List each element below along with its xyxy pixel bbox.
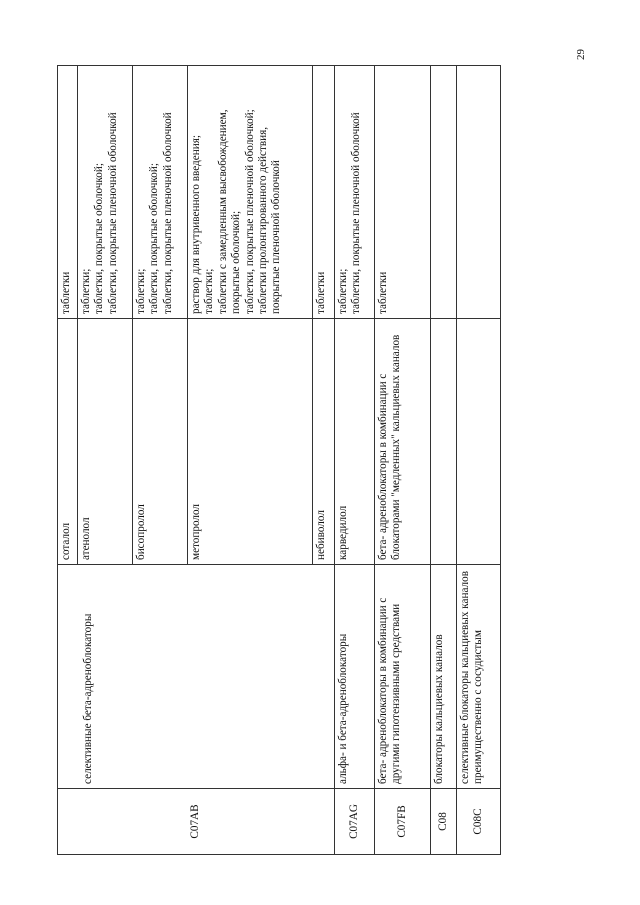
- dosage-form-line: таблетки пролонгированного действия,: [257, 126, 270, 314]
- dosage-form-line: таблетки;: [135, 268, 147, 314]
- dosage-form-line: таблетки: [315, 271, 327, 314]
- atc-code: C07AG: [335, 789, 375, 855]
- drug-name: атенолол: [78, 319, 133, 565]
- dosage-form-line: таблетки с замедленным высвобождением,: [216, 109, 229, 314]
- page-number: 29: [575, 49, 587, 60]
- atc-code: C07AB: [189, 804, 202, 839]
- dosage-form-line: таблетки, покрытые пленочной оболочкой: [161, 112, 174, 314]
- dosage-form-line: таблетки, покрытые оболочкой;: [148, 163, 161, 314]
- dosage-form-line: таблетки, покрытые оболочкой;: [93, 163, 106, 314]
- group-name: селективные блокаторы кальциевых каналов преимущественно с сосудистым: [457, 565, 501, 789]
- group-name: селективные бета-адреноблокаторы: [82, 613, 94, 784]
- dosage-form-line: таблетки, покрытые пленочной оболочкой: [106, 112, 119, 314]
- table-row: [335, 66, 375, 855]
- drug-name: метопролол: [188, 319, 313, 565]
- group-name: альфа- и бета-адреноблокаторы: [335, 565, 375, 789]
- dosage-form-line: таблетки;: [203, 268, 216, 314]
- table-row: [431, 66, 457, 855]
- drug-name: бисопролол: [133, 319, 188, 565]
- dosage-forms: [375, 66, 431, 319]
- dosage-forms: [313, 66, 335, 319]
- dosage-form-line: покрытые пленочной оболочкой: [270, 160, 283, 314]
- group-cell: [58, 565, 335, 789]
- atc-code: C08C: [457, 789, 501, 855]
- table-row: [58, 66, 78, 855]
- dosage-forms: [133, 66, 188, 319]
- dosage-form-line: покрытые оболочкой;: [230, 210, 243, 314]
- drug-name: бета- адреноблокаторы в комбинации с блокаторами "медленных" кальциевых каналов: [375, 319, 431, 565]
- dosage-form-line: таблетки, покрытые пленочной оболочкой;: [243, 109, 256, 314]
- drug-name: [457, 319, 501, 565]
- dosage-forms: [188, 66, 313, 319]
- group-name: блокаторы кальциевых каналов: [431, 565, 457, 789]
- table-row: [375, 66, 431, 855]
- drug-name: небиволол: [313, 319, 335, 565]
- group-name: бета- адреноблокаторы в комбинации с другими гипотензивными средствами: [375, 565, 431, 789]
- dosage-form-line: таблетки;: [337, 268, 349, 314]
- dosage-form-line: таблетки, покрытые пленочной оболочкой: [350, 112, 363, 314]
- drug-name: [431, 319, 457, 565]
- dosage-forms: [78, 66, 133, 319]
- dosage-form-line: таблетки: [377, 271, 389, 314]
- atc-code: C08: [431, 789, 457, 855]
- drug-list-table: [57, 65, 501, 855]
- atc-code: C07FB: [375, 789, 431, 855]
- dosage-forms: [431, 66, 457, 319]
- drug-name: карведилол: [335, 319, 375, 565]
- atc-code-cell: [58, 789, 335, 855]
- dosage-form-line: таблетки: [60, 271, 72, 314]
- dosage-forms: [335, 66, 375, 319]
- dosage-forms: [58, 66, 78, 319]
- table-row: [457, 66, 501, 855]
- dosage-forms: [457, 66, 501, 319]
- dosage-form-line: раствор для внутривенного введения;: [190, 135, 202, 314]
- dosage-form-line: таблетки;: [80, 268, 92, 314]
- drug-name: соталол: [58, 319, 78, 565]
